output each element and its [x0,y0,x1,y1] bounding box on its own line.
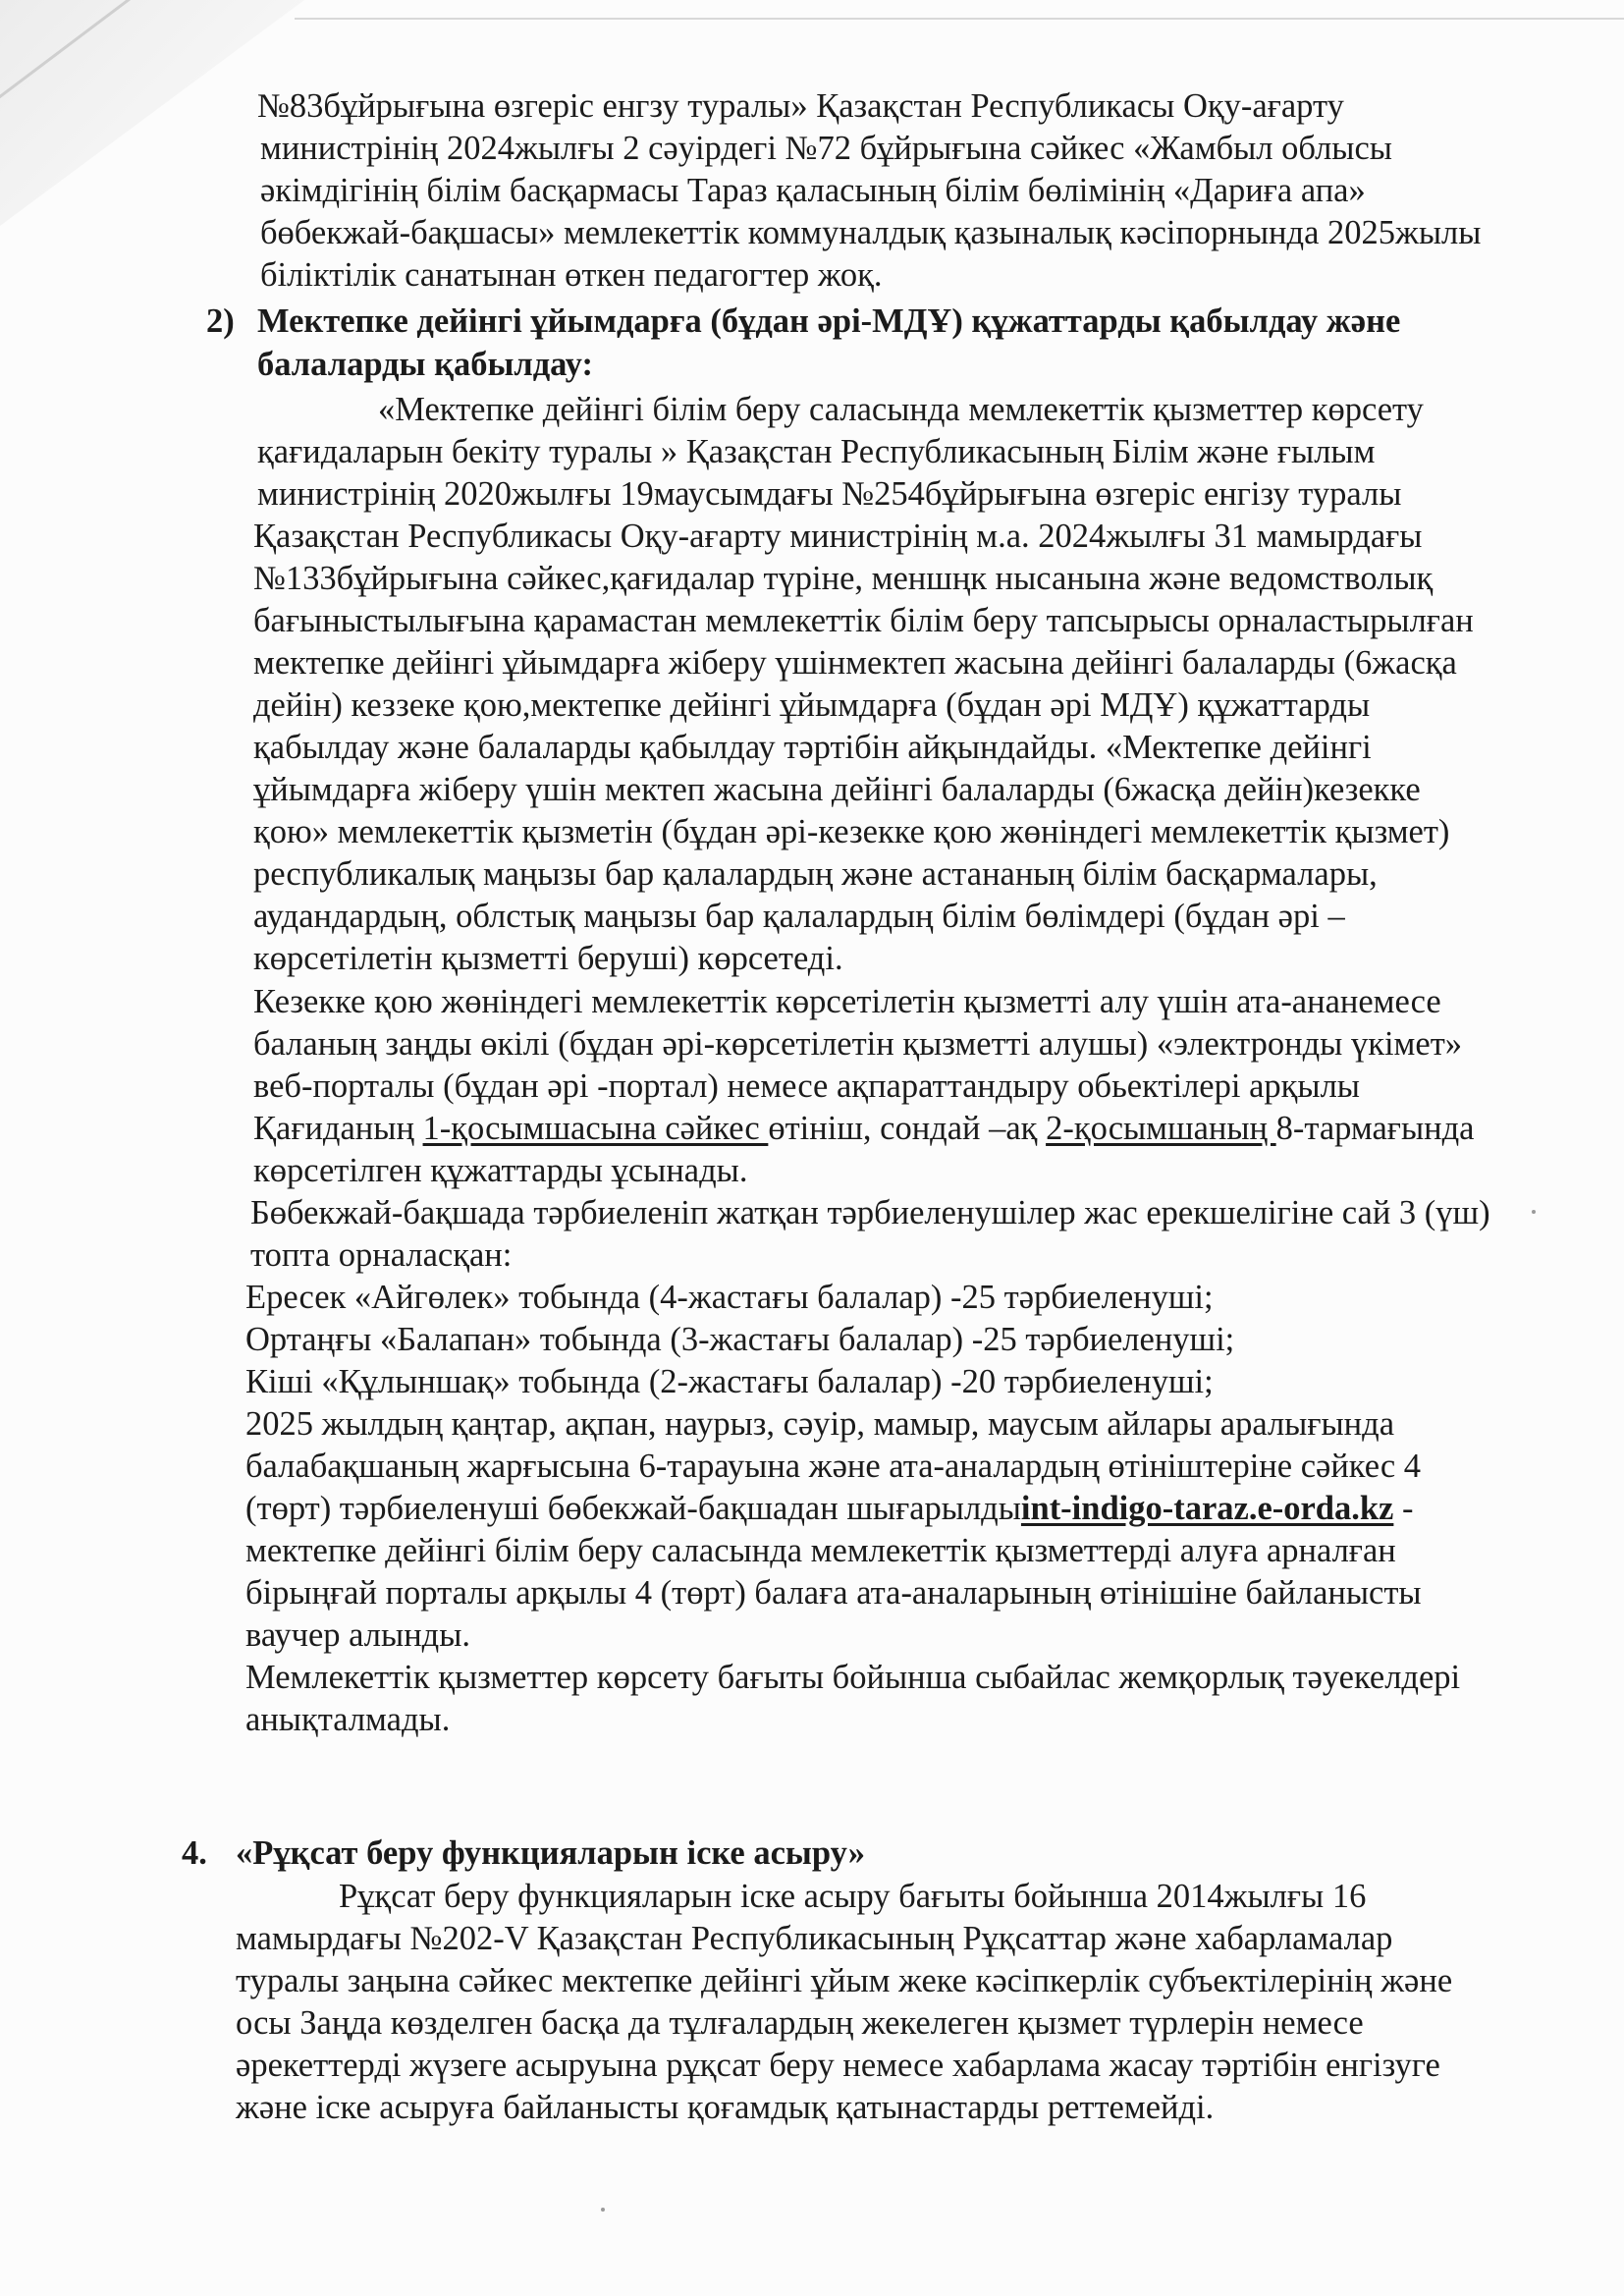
section-2-line: қою» мемлекеттік қызметін (бұдан әрі-кезекке қою жөніндегі мемлекеттік қызмет) [253,813,1450,850]
section-2-line: Кезекке қою жөніндегі мемлекеттік көрсетілетін қызметті алу үшін ата-ананемесе [253,983,1441,1020]
section-4-line: туралы заңына сәйкес мектепке дейінгі ұйым жеке кәсіпкерлік субъектілерінің және [236,1962,1453,1999]
portal-text: (төрт) тәрбиеленуші бөбекжай-бақшадан шығарылды [245,1490,1021,1527]
group-line: Ересек «Айгөлек» тобында (4-жастағы балалар) -25 тәрбиеленуші; [245,1279,1214,1316]
annex-reference-line [253,1109,1474,1148]
annex-2-link[interactable]: 2-қосымшаның [1046,1110,1276,1147]
section-2-line: мектепке дейінгі білім беру саласында мемлекеттік қызметтерді алуға арналған [245,1532,1396,1569]
intro-line: біліктілік санатынан өткен педагогтер жоқ. [260,256,883,294]
section-2-line: балабақшаның жарғысына 6-тарауына және ата-аналардың өтініштеріне сәйкес 4 [245,1448,1422,1485]
annex-text: өтініш, сондай –ақ [768,1110,1047,1147]
section-2-line: бірыңғай порталы арқылы 4 (төрт) балаға ата-аналарының өтінішіне байланысты [245,1574,1422,1612]
scan-speck [601,2208,605,2212]
section-2-line: ұйымдарға жіберу үшін мектеп жасына дейінгі балаларды (6жасқа дейін)кезекке [253,771,1421,808]
section-4-line: Рұқсат беру функцияларын іске асыру бағыты бойынша 2014жылғы 16 [339,1878,1367,1915]
section-2-line: қағидаларын бекіту туралы » Қазақстан Республикасының Білім және ғылым [257,433,1376,470]
section-4-line: осы Заңда көзделген басқа да тұлғалардың жекелеген қызмет түрлерін немесе [236,2004,1364,2042]
annex-text: 8-тармағында [1275,1110,1475,1147]
section-4-heading: «Рұқсат беру функцияларын іске асыру» [236,1834,865,1872]
section-2-number: 2) [206,302,235,340]
annex-text: Қағиданың [253,1110,423,1147]
group-line: Ортаңғы «Балапан» тобында (3-жастағы балалар) -25 тәрбиеленуші; [245,1321,1235,1358]
intro-line: әкімдігінің білім басқармасы Тараз қаласының білім бөлімінің «Дариға апа» [260,172,1366,209]
page-top-edge [295,18,1624,20]
section-2-line: баланың заңды өкілі (бұдан әрі-көрсетілетін қызметті алушы) «электронды үкімет» [253,1025,1463,1063]
section-2-line: аудандардың, облстық маңызы бар қалалардың білім бөлімдері (бұдан әрі – [253,898,1345,935]
scan-speck [1532,1210,1536,1214]
intro-line: №83бұйрығына өзгеріс енгзу туралы» Қазақстан Республикасы Оқу-ағарту [257,87,1344,125]
portal-link[interactable]: int-indigo-taraz.e-orda.kz [1020,1490,1394,1527]
section-2-line: ваучер алынды. [245,1616,471,1654]
section-2-line: анықталмады. [245,1701,451,1738]
section-2-heading: балаларды қабылдау: [257,346,593,383]
section-2-line: қабылдау және балаларды қабылдау тәртібін айқындайды. «Мектепке дейінгі [253,729,1372,766]
intro-line: бөбекжай-бақшасы» мемлекеттік коммуналдық қазыналық кәсіпорнында 2025жылы [260,214,1482,251]
section-2-line: Қазақстан Республикасы Оқу-ағарту министрінің м.а. 2024жылғы 31 мамырдағы [253,518,1423,555]
section-2-line: веб-порталы (бұдан әрі -портал) немесе ақпараттандыру обьектілері арқылы [253,1067,1360,1105]
section-2-line: 2025 жылдың қаңтар, ақпан, наурыз, сәуір, мамыр, маусым айлары аралығында [245,1405,1395,1443]
section-2-line: дейін) кеззеке қою,мектепке дейінгі ұйымдарға (бұдан әрі МДҰ) құжаттарды [253,686,1371,724]
section-4-number: 4. [182,1834,207,1872]
section-4-line: әрекеттерді жүзеге асыруына рұқсат беру немесе хабарлама жасау тәртібін енгізуге [236,2047,1440,2084]
group-line: Кіші «Құлыншақ» тобында (2-жастағы балалар) -20 тәрбиеленуші; [245,1363,1214,1400]
annex-1-link[interactable]: 1-қосымшасына сәйкес [422,1110,769,1147]
section-4-line: мамырдағы №202-V Қазақстан Республикасының Рұқсаттар және хабарламалар [236,1920,1393,1957]
section-2-line: министрінің 2020жылғы 19маусымдағы №254бұйрығына өзгеріс енгізу туралы [257,475,1402,513]
section-2-line: топта орналасқан: [250,1236,513,1274]
section-2-line: мектепке дейінгі ұйымдарға жіберу үшінмектеп жасына дейінгі балаларды (6жасқа [253,644,1457,682]
section-2-line: бағыныстылығына қарамастан мемлекеттік білім беру тапсырысы орналастырылған [253,602,1474,639]
section-2-heading: Мектепке дейінгі ұйымдарға (бұдан әрі-МДҰ) құжаттарды қабылдау және [257,302,1401,340]
section-2-line: №133бұйрығына сәйкес,қағидалар түріне, меншңк нысанына және ведомстволық [253,560,1434,597]
section-4-line: және іске асыруға байланысты қоғамдық қатынастарды реттемейді. [236,2089,1215,2126]
section-2-line: көрсетілетін қызметті беруші) көрсетеді. [253,940,843,977]
section-2-line: көрсетілген құжаттарды ұсынады. [253,1152,748,1189]
section-2-line: Бөбекжай-бақшада тәрбиеленіп жатқан тәрбиеленушілер жас ерекшелігіне сай 3 (үш) [250,1194,1490,1231]
section-2-line: Мемлекеттік қызметтер көрсету бағыты бойынша сыбайлас жемқорлық тәуекелдері [245,1659,1461,1696]
section-2-line: республикалық маңызы бар қалалардың және астананың білім басқармалары, [253,855,1378,893]
intro-line: министрінің 2024жылғы 2 сәуірдегі №72 бұйрығына сәйкес «Жамбыл облысы [260,130,1392,167]
portal-line [245,1489,1414,1528]
portal-text: - [1393,1490,1414,1527]
section-2-line: «Мектепке дейінгі білім беру саласында мемлекеттік қызметтер көрсету [378,391,1424,428]
